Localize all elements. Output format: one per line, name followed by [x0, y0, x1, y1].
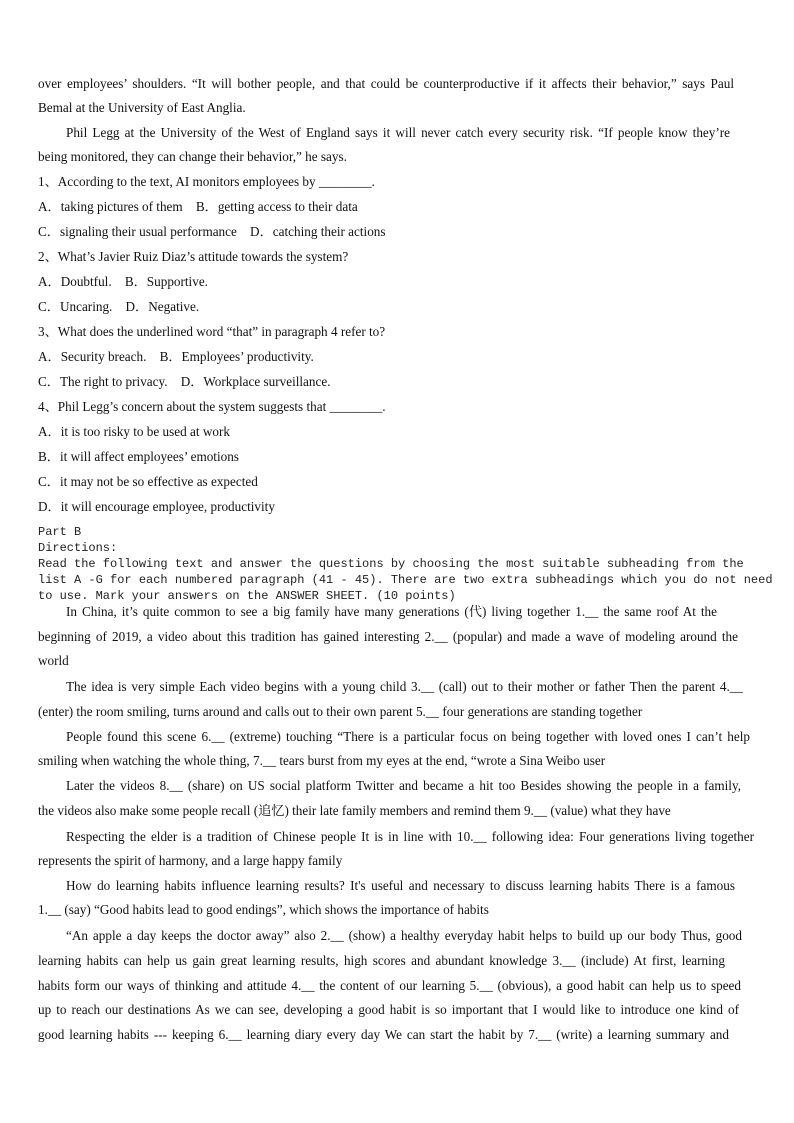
question-line: 3、What does the underlined word “that” in paragraph 4 refer to?: [38, 324, 386, 339]
answer-option: A．Security breach. B．Employees’ productivity.: [38, 349, 314, 364]
text-line: Bemal at the University of East Anglia.: [38, 100, 246, 115]
directions-text: list A -G for each numbered paragraph (41 - 45). There are two extra subheadings which you do not need: [38, 573, 773, 587]
text-line: (enter) the room smiling, turns around and calls out to their own parent 5.__ four generations are standing together: [38, 704, 643, 719]
text-line: How do learning habits influence learning results? It's useful and necessary to discuss learning habits There is a famous: [66, 878, 735, 893]
text-line: People found this scene 6.__ (extreme) touching “There is a particular focus on being together with loved ones I can’t help: [66, 729, 750, 744]
question-line: 4、Phil Legg’s concern about the system suggests that ________.: [38, 399, 386, 414]
text-line: 1.__ (say) “Good habits lead to good endings”, which shows the importance of habits: [38, 902, 489, 917]
text-line: being monitored, they can change their behavior,” he says.: [38, 149, 347, 164]
text-line: learning habits can help us gain great learning results, high scores and abundant knowledge 3.__ (include) At first, learning: [38, 953, 725, 968]
text-line: smiling when watching the whole thing, 7.__ tears burst from my eyes at the end, “wrote a Sina Weibo user: [38, 753, 606, 768]
answer-option: A．it is too risky to be used at work: [38, 424, 230, 439]
answer-option: B．it will affect employees’ emotions: [38, 449, 239, 464]
answer-option: C．it may not be so effective as expected: [38, 474, 258, 489]
answer-option: C．The right to privacy. D．Workplace surveillance.: [38, 374, 331, 389]
text-line: over employees’ shoulders. “It will bother people, and that could be counterproductive if it affects their behavior,” says Paul: [38, 76, 734, 91]
answer-option: A．taking pictures of them B．getting access to their data: [38, 199, 358, 214]
answer-option: C．Uncaring. D．Negative.: [38, 299, 200, 314]
text-line: Phil Legg at the University of the West of England says it will never catch every security risk. “If people know they’re: [66, 125, 730, 140]
text-line: the videos also make some people recall (追忆) their late family members and remind them 9.__ (value) what they have: [38, 803, 671, 818]
section-heading: Directions:: [38, 541, 118, 555]
text-line: In China, it’s quite common to see a big family have many generations (代) living together 1.__ the same roof At the: [66, 604, 717, 619]
text-line: good learning habits --- keeping 6.__ learning diary every day We can start the habit by 7.__ (write) a learning summary and: [38, 1027, 729, 1042]
text-line: world: [38, 653, 69, 668]
directions-text: Read the following text and answer the questions by choosing the most suitable subheading from the: [38, 557, 744, 571]
question-line: 2、What’s Javier Ruiz Diaz’s attitude towards the system?: [38, 249, 349, 264]
answer-option: D．it will encourage employee, productivity: [38, 499, 275, 514]
text-line: “An apple a day keeps the doctor away” also 2.__ (show) a healthy everyday habit helps to build up our body Thus, good: [66, 928, 742, 943]
directions-text: to use. Mark your answers on the ANSWER SHEET. (10 points): [38, 589, 456, 603]
text-line: represents the spirit of harmony, and a large happy family: [38, 853, 343, 868]
section-heading: Part B: [38, 525, 82, 539]
answer-option: C．signaling their usual performance D．catching their actions: [38, 224, 386, 239]
question-line: 1、According to the text, AI monitors employees by ________.: [38, 174, 375, 189]
text-line: habits form our ways of thinking and attitude 4.__ the content of our learning 5.__ (obvious), a good habit can help us to speed: [38, 978, 741, 993]
text-line: beginning of 2019, a video about this tradition has gained interesting 2.__ (popular) and made a wave of modeling around the: [38, 629, 738, 644]
text-line: The idea is very simple Each video begins with a young child 3.__ (call) out to their mother or father Then the parent 4.__: [66, 679, 743, 694]
text-line: up to reach our destinations As we can see, developing a good habit is so important that I would like to introduce one kind of: [38, 1002, 739, 1017]
text-line: Later the videos 8.__ (share) on US social platform Twitter and became a hit too Besides showing the people in a family,: [66, 778, 741, 793]
text-line: Respecting the elder is a tradition of Chinese people It is in line with 10.__ following idea: Four generations living together: [66, 829, 754, 844]
answer-option: A．Doubtful. B．Supportive.: [38, 274, 208, 289]
